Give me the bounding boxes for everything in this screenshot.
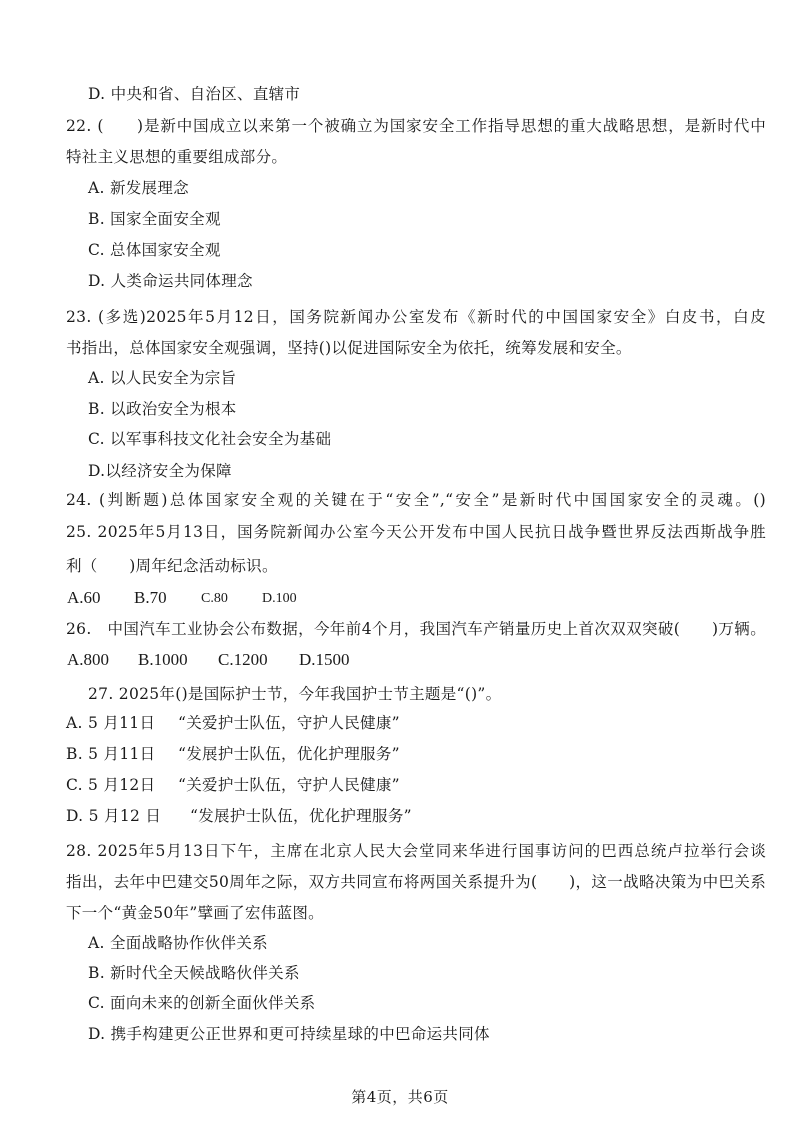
q23-option-c: C. 以军事科技文化社会安全为基础: [88, 430, 332, 448]
q27-option-date: D. 5 月12 日: [66, 807, 162, 825]
q28-stem-line3: 下一个“黄金50年”擘画了宏伟蓝图。: [66, 904, 324, 922]
q27-option-date: C. 5 月12日: [66, 776, 156, 794]
q23-option-a: A. 以人民安全为宗旨: [88, 369, 237, 387]
q27-option-theme: “关爱护士队伍，守护人民健康”: [178, 714, 400, 732]
q27-option-theme: “关爱护士队伍，守护人民健康”: [178, 776, 400, 794]
q24-stem: 24. (判断题)总体国家安全观的关键在于“安全”,“安全”是新时代中国国家安全的灵魂。(): [66, 491, 766, 509]
q22-stem-line2: 特社主义思想的重要组成部分。: [66, 148, 288, 166]
q27-option-theme: “发展护士队伍，优化护理服务”: [190, 807, 412, 825]
q22-option-a: A. 新发展理念: [88, 179, 189, 197]
q23-stem-line1: 23. (多选)2025年5月12日，国务院新闻办公室发布《新时代的中国国家安全》白皮书，白皮: [66, 308, 766, 326]
q28-option-c: C. 面向未来的创新全面伙伴关系: [88, 994, 316, 1012]
q28-option-b: B. 新时代全天候战略伙伴关系: [88, 964, 300, 982]
q28-stem-line1: 28. 2025年5月13日下午，主席在北京人民大会堂同来华进行国事访问的巴西总统卢拉举行会谈: [66, 842, 766, 860]
q28-option-a: A. 全面战略协作伙伴关系: [88, 934, 268, 952]
q26-option: C.1200: [218, 650, 268, 669]
q26-stem: 26. 中国汽车工业协会公布数据，今年前4个月，我国汽车产销量历史上首次双双突破( )万辆。: [66, 620, 766, 638]
q22-stem-line1: 22. ( )是新中国成立以来第一个被确立为国家安全工作指导思想的重大战略思想，是新时代中: [66, 117, 766, 135]
q22-option-d: D. 人类命运共同体理念: [88, 272, 253, 290]
q27-option-date: B. 5 月11日: [66, 745, 156, 763]
q25-option: C.80: [201, 591, 228, 606]
q22-option-b: B. 国家全面安全观: [88, 210, 221, 228]
q27-option-date: A. 5 月11日: [66, 714, 156, 732]
q23-option-b: B. 以政治安全为根本: [88, 400, 237, 418]
q27-option-theme: “发展护士队伍，优化护理服务”: [178, 745, 400, 763]
page-number-footer: 第4页，共6页: [351, 1088, 449, 1106]
q28-stem-line2: 指出，去年中巴建交50周年之际，双方共同宣布将两国关系提升为( )，这一战略决策为中巴关系: [66, 873, 766, 891]
q25-option: D.100: [262, 591, 297, 606]
q26-option: B.1000: [138, 650, 188, 669]
q22-option-c: C. 总体国家安全观: [88, 241, 221, 259]
q25-stem-line2: 利（ )周年纪念活动标识。: [66, 557, 278, 575]
q27-stem: 27. 2025年()是国际护士节，今年我国护士节主题是“()”。: [88, 685, 502, 703]
q21-option-d: D. 中央和省、自治区、直辖市: [88, 85, 301, 103]
q26-option: D.1500: [299, 650, 350, 669]
q23-stem-line2: 书指出，总体国家安全观强调，坚持()以促进国际安全为依托，统筹发展和安全。: [66, 339, 632, 357]
q25-option: A.60: [67, 588, 101, 607]
q26-option: A.800: [67, 650, 110, 669]
q23-option-d: D.以经济安全为保障: [88, 462, 232, 480]
q28-option-d: D. 携手构建更公正世界和更可持续星球的中巴命运共同体: [88, 1025, 490, 1043]
q25-option: B.70: [134, 588, 167, 607]
q25-stem-line1: 25. 2025年5月13日，国务院新闻办公室今天公开发布中国人民抗日战争暨世界反法西斯战争胜: [66, 523, 766, 541]
